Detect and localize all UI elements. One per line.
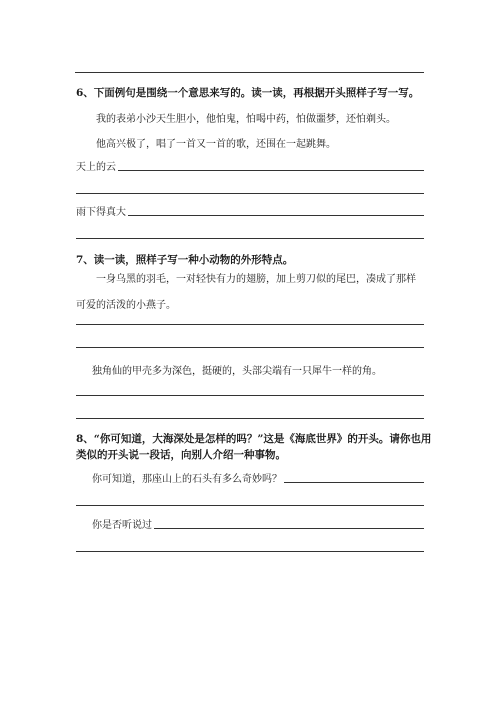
top-divider [75, 72, 424, 73]
q7-answer-line-1[interactable] [76, 324, 424, 325]
q6-answer-line-1[interactable] [76, 170, 424, 171]
q6-example-2: 他高兴极了，唱了一首又一首的歌，还围在一起跳舞。 [96, 139, 336, 150]
q7-example-2: 独角仙的甲壳多为深色，挺硬的，头部尖端有一只犀牛一样的角。 [92, 366, 382, 377]
q7-example-1-line-1: 一身乌黑的羽毛，一对轻快有力的翅膀，加上剪刀似的尾巴，凑成了那样 [96, 274, 416, 285]
q6-answer-line-3[interactable] [76, 215, 424, 216]
q6-prompt-1: 天上的云 [76, 158, 118, 173]
q6-prompt-2: 雨下得真大 [76, 203, 128, 218]
q6-example-1: 我的表弟小沙天生胆小，他怕鬼，怕喝中药，怕做噩梦，还怕剃头。 [96, 114, 396, 125]
q8-prompt-1: 你可知道，那座山上的石头有多么奇妙吗？ [92, 470, 284, 485]
q7-answer-line-2[interactable] [76, 347, 424, 348]
q8-title-line-2: 类似的开头说一段话，向别人介绍一种事物。 [76, 449, 286, 461]
q6-answer-line-2[interactable] [76, 193, 424, 194]
q8-title-line-1: 8、“你可知道，大海深处是怎样的吗？”这是《海底世界》的开头。请你也用 [76, 433, 432, 445]
q7-example-1-line-2: 可爱的活泼的小燕子。 [76, 300, 176, 311]
q7-example-1 [76, 270, 426, 316]
q7-answer-line-3[interactable] [76, 395, 424, 396]
q8-answer-line-4[interactable] [76, 551, 424, 552]
q8-answer-line-2[interactable] [76, 505, 424, 506]
q6-title: 6、下面例句是围绕一个意思来写的。读一读，再根据开头照样子写一写。 [76, 87, 420, 99]
q8-prompt-2: 你是否听说过 [92, 516, 154, 531]
q7-answer-line-4[interactable] [76, 418, 424, 419]
q7-title: 7、读一读，照样子写一种小动物的外形特点。 [76, 254, 294, 266]
q6-answer-line-4[interactable] [76, 238, 424, 239]
